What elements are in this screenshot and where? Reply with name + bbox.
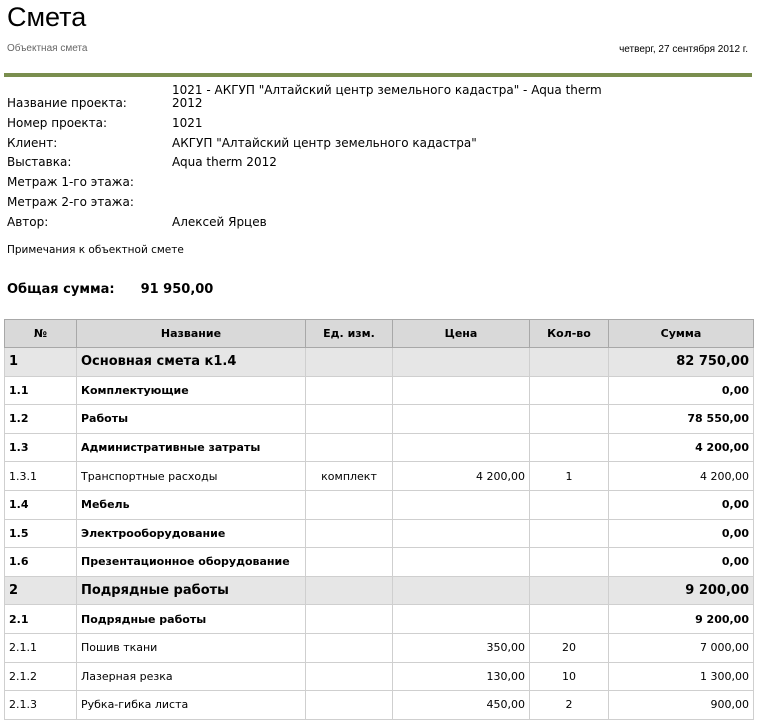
info-row-exhibition [7, 150, 612, 170]
cell-quantity [530, 605, 609, 634]
table-row [5, 490, 754, 519]
cell-quantity: 1 [530, 462, 609, 491]
cell-unit [306, 376, 393, 405]
table-row [5, 376, 754, 405]
column-header-sum: Сумма [609, 320, 754, 348]
cell-sum: 4 200,00 [609, 462, 754, 491]
cell-quantity [530, 405, 609, 434]
cell-number: 1.3 [5, 433, 77, 462]
cell-unit [306, 605, 393, 634]
info-label: Автор: [7, 214, 49, 229]
table-row [5, 548, 754, 577]
cell-number: 1.3.1 [5, 462, 77, 491]
table-body [5, 348, 754, 720]
cell-unit: комплект [306, 462, 393, 491]
table-row [5, 605, 754, 634]
info-row-floor1-area [7, 169, 612, 189]
page-title: Смета [7, 2, 87, 32]
cell-unit [306, 348, 393, 377]
cell-sum: 1 300,00 [609, 662, 754, 691]
cell-unit [306, 576, 393, 605]
table-row [5, 691, 754, 720]
cell-price [393, 433, 530, 462]
cell-quantity [530, 376, 609, 405]
table-row [5, 519, 754, 548]
info-value: Алексей Ярцев [172, 214, 267, 229]
cell-quantity: 20 [530, 633, 609, 662]
info-row-project-number [7, 110, 612, 130]
cell-quantity [530, 433, 609, 462]
cell-quantity [530, 519, 609, 548]
cell-number: 1 [5, 348, 77, 377]
info-row-author [7, 209, 612, 229]
cell-sum: 0,00 [609, 376, 754, 405]
table-row [5, 433, 754, 462]
cell-price [393, 605, 530, 634]
cell-name: Транспортные расходы [77, 462, 306, 491]
column-header-quantity: Кол-во [530, 320, 609, 348]
cell-number: 2.1 [5, 605, 77, 634]
info-label: Название проекта: [7, 96, 127, 110]
info-label: Номер проекта: [7, 115, 108, 130]
cell-sum: 0,00 [609, 548, 754, 577]
total-label: Общая сумма: [7, 282, 115, 297]
project-info [7, 80, 612, 229]
cell-price: 4 200,00 [393, 462, 530, 491]
header-divider [4, 73, 752, 77]
cell-sum: 0,00 [609, 519, 754, 548]
cell-quantity: 10 [530, 662, 609, 691]
cell-number: 1.1 [5, 376, 77, 405]
cell-number: 2 [5, 576, 77, 605]
cell-number: 1.5 [5, 519, 77, 548]
column-header-unit: Ед. изм. [306, 320, 393, 348]
cell-number: 2.1.1 [5, 633, 77, 662]
notes-label: Примечания к объектной смете [7, 244, 184, 256]
info-label: Клиент: [7, 135, 58, 150]
table-row [5, 348, 754, 377]
cell-number: 2.1.3 [5, 691, 77, 720]
cell-price [393, 490, 530, 519]
info-value: 1021 [172, 115, 203, 130]
table-row [5, 576, 754, 605]
cell-unit [306, 633, 393, 662]
info-value: Aqua therm 2012 [172, 155, 277, 170]
cell-number: 1.6 [5, 548, 77, 577]
info-row-project-name [7, 80, 612, 110]
table-row [5, 462, 754, 491]
cell-unit [306, 691, 393, 720]
table-row [5, 633, 754, 662]
cell-unit [306, 662, 393, 691]
cell-name: Комплектующие [77, 376, 306, 405]
table-row [5, 405, 754, 434]
cell-price [393, 405, 530, 434]
info-row-client [7, 130, 612, 150]
info-label: Выставка: [7, 155, 72, 170]
cell-name: Электрооборудование [77, 519, 306, 548]
cell-price [393, 548, 530, 577]
cell-name: Мебель [77, 490, 306, 519]
cell-sum: 4 200,00 [609, 433, 754, 462]
table-row [5, 662, 754, 691]
cell-name: Лазерная резка [77, 662, 306, 691]
cell-quantity: 2 [530, 691, 609, 720]
cell-quantity [530, 348, 609, 377]
cell-unit [306, 490, 393, 519]
cell-unit [306, 405, 393, 434]
column-header-name: Название [77, 320, 306, 348]
cell-price: 130,00 [393, 662, 530, 691]
cell-name: Работы [77, 405, 306, 434]
cell-sum: 9 200,00 [609, 576, 754, 605]
cell-price [393, 519, 530, 548]
cell-price [393, 376, 530, 405]
cell-name: Подрядные работы [77, 576, 306, 605]
total-value: 91 950,00 [140, 282, 214, 297]
cell-sum: 78 550,00 [609, 405, 754, 434]
cell-name: Подрядные работы [77, 605, 306, 634]
cell-sum: 82 750,00 [609, 348, 754, 377]
column-header-price: Цена [393, 320, 530, 348]
cell-name: Пошив ткани [77, 633, 306, 662]
cell-number: 1.2 [5, 405, 77, 434]
info-label: Метраж 2-го этажа: [7, 194, 134, 209]
document-date: четверг, 27 сентября 2012 г. [619, 44, 748, 55]
cell-sum: 900,00 [609, 691, 754, 720]
cell-price: 350,00 [393, 633, 530, 662]
cell-quantity [530, 576, 609, 605]
cell-price: 450,00 [393, 691, 530, 720]
cell-unit [306, 519, 393, 548]
estimate-table [4, 319, 754, 720]
cell-sum: 7 000,00 [609, 633, 754, 662]
cell-name: Административные затраты [77, 433, 306, 462]
info-value: АКГУП "Алтайский центр земельного кадастра" [172, 135, 477, 150]
table-header-row [5, 320, 754, 348]
cell-sum: 9 200,00 [609, 605, 754, 634]
cell-quantity [530, 490, 609, 519]
cell-unit [306, 548, 393, 577]
cell-name: Основная смета к1.4 [77, 348, 306, 377]
cell-quantity [530, 548, 609, 577]
cell-price [393, 348, 530, 377]
cell-name: Презентационное оборудование [77, 548, 306, 577]
cell-number: 1.4 [5, 490, 77, 519]
cell-name: Рубка-гибка листа [77, 691, 306, 720]
cell-number: 2.1.2 [5, 662, 77, 691]
column-header-number: № [5, 320, 77, 348]
info-value: 1021 - АКГУП "Алтайский центр земельного кадастра" - Aqua therm 2012 [172, 83, 602, 110]
cell-unit [306, 433, 393, 462]
info-label: Метраж 1-го этажа: [7, 175, 134, 190]
info-row-floor2-area [7, 189, 612, 209]
page-subtitle: Объектная смета [7, 43, 88, 54]
total-sum [7, 282, 213, 297]
cell-sum: 0,00 [609, 490, 754, 519]
cell-price [393, 576, 530, 605]
